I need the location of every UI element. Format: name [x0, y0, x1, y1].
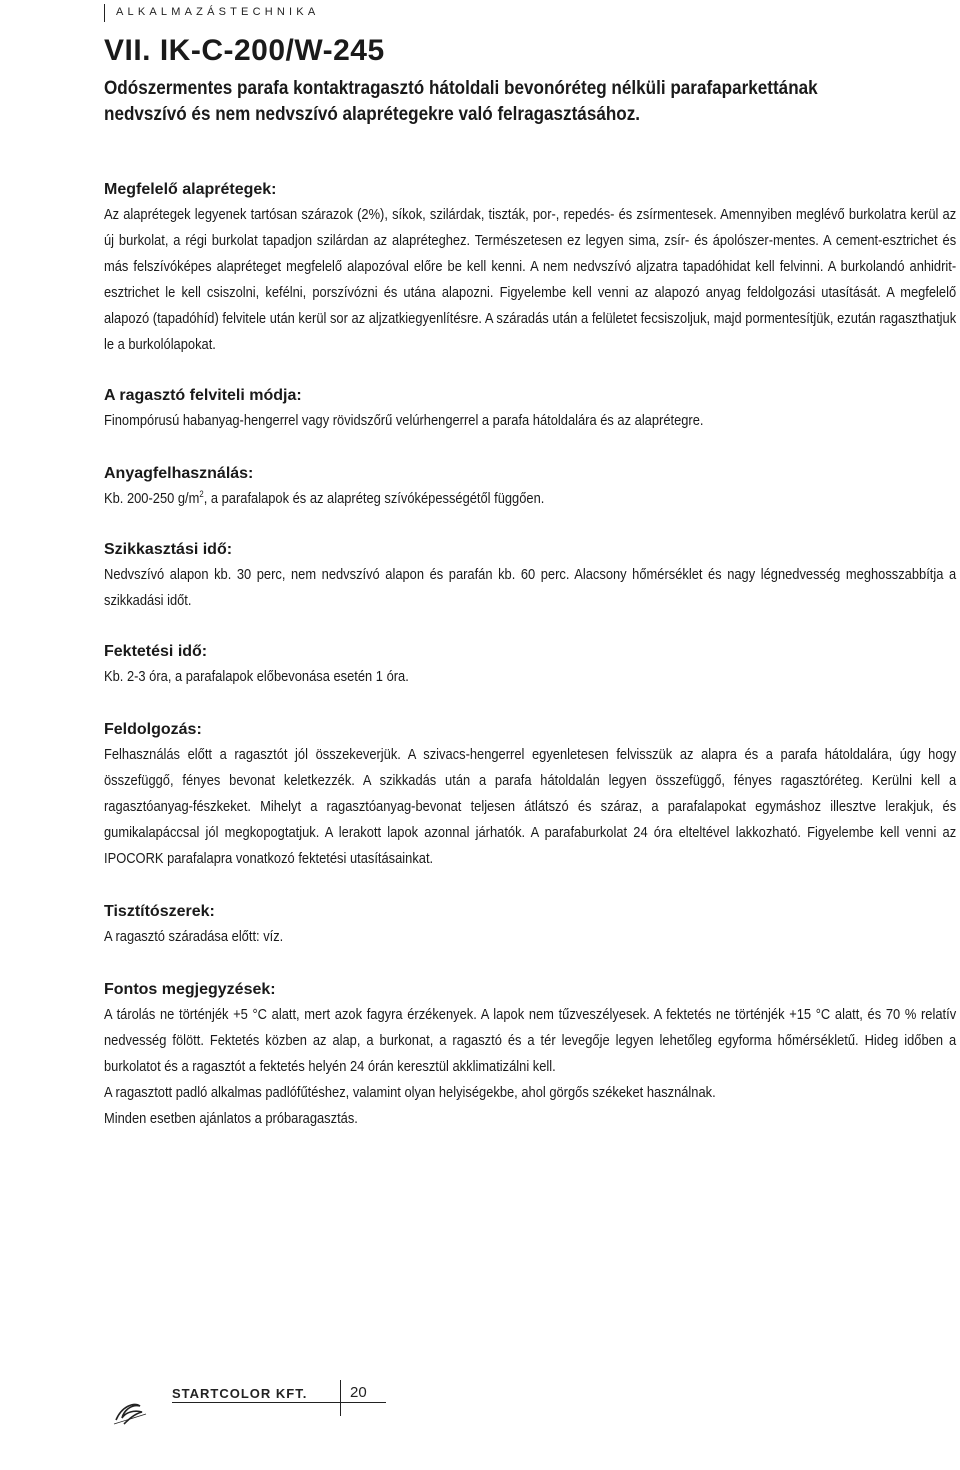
- document-body: [104, 32, 956, 1132]
- section-cleaning: [104, 900, 956, 950]
- section-text: Finompórusú habanyag-hengerrel vagy rövidszőrű velúrhengerrel a parafa hátoldalára és az alaprétegre.: [104, 412, 704, 429]
- section-text: Felhasználás előtt a ragasztót jól összekeverjük. A szivacs-hengerrel egyenletesen felvisszük az alapra és a parafa hátoldalára, úgy hogy összefüggő, fényes bevonat keletkezzék. A szikkadás után a parafa hátoldalán legyen összefüggő, fényes ragasztóréteg. Kerülni kell a ragasztóanyag-fészkeket. Mihelyt a ragasztóanyag-bevonat teljesen átlátszó és száraz, a parafalapokat egymáshoz illesztve lerakjuk, és gumikalapáccsal jól megkopogtatjuk. A lerakott lapok azonnal járhatók. A parafaburkolat 24 óra elteltével lakkozható. Figyelembe kell venni az IPOCORK parafalapra vonatkozó fektetési utasításainkat.: [104, 746, 957, 867]
- header-rule: [104, 4, 105, 22]
- footer-rule-horizontal: [172, 1402, 386, 1403]
- section-text: [104, 486, 956, 512]
- section-text: [104, 1002, 956, 1132]
- section-notes: [104, 978, 956, 1132]
- section-heading: Megfelelő alaprétegek:: [104, 181, 277, 198]
- section-heading: Feldolgozás:: [104, 721, 202, 738]
- footer-company: STARTCOLOR KFT.: [172, 1386, 308, 1401]
- page-number: 20: [350, 1384, 367, 1401]
- section-consumption: [104, 462, 956, 512]
- section-heading: Fontos megjegyzések:: [104, 981, 276, 998]
- page-title: VII. IK-C-200/W-245: [104, 34, 385, 67]
- section-heading: Fektetési idő:: [104, 643, 208, 660]
- section-application: [104, 384, 956, 434]
- section-text: A ragasztó száradása előtt: víz.: [104, 928, 284, 945]
- consumption-text-before: Kb. 200-250 g/m: [104, 490, 200, 507]
- notes-paragraph-1: A tárolás ne történjék +5 °C alatt, mert azok fagyra érzékenyek. A lapok nem tűzveszélyesek. A fektetés ne történjék +15 °C alatt, és 70 % relatív nedvesség fölött. Fektetés közben az alap, a burkonat, a ragasztó és a tér levegője legyen lehetőleg egyforma hőmérsékletű. Hideg időben a burkolatot és a ragasztót a fektetés helyén 24 órán keresztül akklimatizálni kell.: [104, 1006, 957, 1075]
- subtitle-line-2: nedvszívó és nem nedvszívó alaprétegekre való felragasztásához.: [104, 104, 641, 125]
- section-text: Nedvszívó alapon kb. 30 perc, nem nedvszívó alapon és parafán kb. 60 perc. Alacsony hőmérséklet és nagy légnedvesség meghosszabbítja a szikkadási időt.: [104, 566, 957, 609]
- footer-rule-vertical: [340, 1380, 341, 1416]
- section-heading: Anyagfelhasználás:: [104, 465, 254, 482]
- consumption-unit-exponent: 2: [199, 489, 204, 499]
- section-heading: Tisztítószerek:: [104, 903, 215, 920]
- section-substrates: [104, 178, 956, 358]
- section-text: Kb. 2-3 óra, a parafalapok előbevonása esetén 1 óra.: [104, 668, 409, 685]
- section-heading: A ragasztó felviteli módja:: [104, 387, 302, 404]
- notes-paragraph-3: Minden esetben ajánlatos a próbaragasztás.: [104, 1110, 358, 1127]
- section-processing: [104, 718, 956, 872]
- header-category: ALKALMAZÁSTECHNIKA: [116, 6, 320, 18]
- section-drying: [104, 538, 956, 614]
- section-text: Az alaprétegek legyenek tartósan szárazok (2%), síkok, szilárdak, tiszták, por-, repedés- és zsírmentesek. Amennyiben meglévő burkolatra kerül az új burkolat, a régi burkolat tapadjon szilárdan az alapréteghez. Természetesen ez legyen sima, zsír- és ápolószer-mentes. A cement-esztrichet és más felszívóképes alapréteget megfelelő alapozóval előre be kell kenni. A nem nedvszívó aljzatra tapadóhidat kell felvinni. A burkolandó anhidrit-esztrichet le kell csiszolni, kefélni, porszívózni és utána alapozni. Figyelembe kell venni az alapozó anyag feldolgozási utasítását. A megfelelő alapozó (tapadóhíd) felvitele után kerül sor az aljzatkiegyenlítésre. A száradás után a felületet fecsiszoljuk, majd pormentesítjük, ezután ragaszthatjuk le a burkolólapokat.: [104, 206, 957, 353]
- page-subtitle: [104, 76, 955, 128]
- company-logo-icon: [112, 1398, 148, 1428]
- section-heading: Szikkasztási idő:: [104, 541, 233, 558]
- consumption-text-after: , a parafalapok és az alapréteg szívóképességétől függően.: [203, 490, 545, 507]
- notes-paragraph-2: A ragasztott padló alkalmas padlófűtéshez, valamint olyan helyiségekbe, ahol görgős székeket használnak.: [104, 1084, 716, 1101]
- section-laying: [104, 640, 956, 690]
- subtitle-line-1: Odószermentes parafa kontaktragasztó hátoldali bevonóréteg nélküli parafaparkettának: [104, 78, 818, 99]
